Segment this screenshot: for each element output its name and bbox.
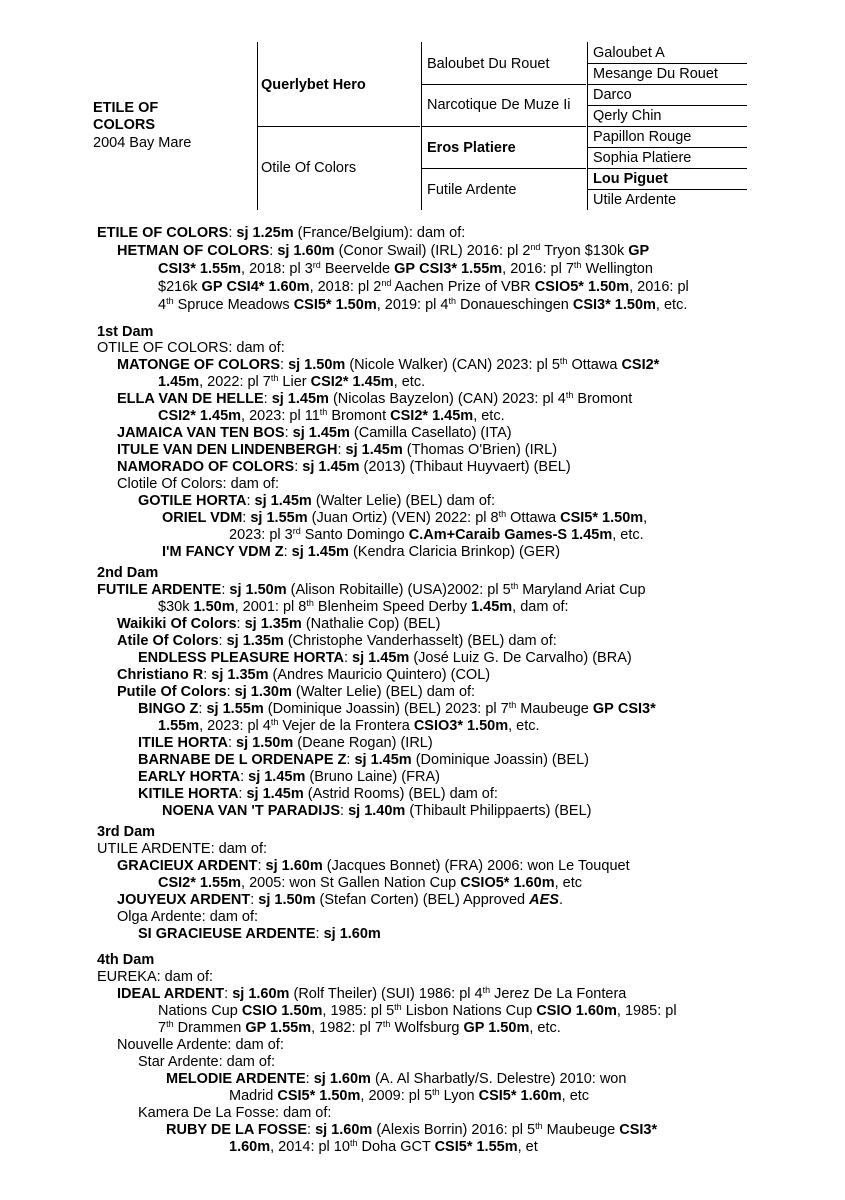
dam-sire: Eros Platiere [427, 140, 516, 156]
pedigree-rule-1 [257, 126, 420, 127]
text-line: SI GRACIEUSE ARDENTE: sj 1.60m [138, 926, 381, 942]
horse-name-line1: ETILE OF [93, 100, 159, 116]
text-line: $216k GP CSI4* 1.60m, 2018: pl 2nd Aachen Prize of VBR CSIO5* 1.50m, 2016: pl [158, 278, 689, 295]
text-line: EUREKA: dam of: [97, 969, 214, 985]
text-line: HETMAN OF COLORS: sj 1.60m (Conor Swail) (IRL) 2016: pl 2nd Tryon $130k GP [117, 242, 650, 259]
pedigree-rule-3c [587, 105, 747, 106]
text-line: UTILE ARDENTE: dam of: [97, 841, 268, 857]
text-line: 1.45m, 2022: pl 7th Lier CSI2* 1.45m, etc. [158, 373, 426, 390]
pedigree-rule-3b [587, 84, 747, 85]
text-line: ITILE HORTA: sj 1.50m (Deane Rogan) (IRL) [138, 735, 433, 751]
text-line: KITILE HORTA: sj 1.45m (Astrid Rooms) (BEL) dam of: [138, 786, 498, 802]
section-heading: 3rd Dam [97, 824, 156, 840]
gen3-3: Darco [593, 87, 632, 103]
text-line: I'M FANCY VDM Z: sj 1.45m (Kendra Claricia Brinkop) (GER) [162, 544, 561, 560]
text-line: MATONGE OF COLORS: sj 1.50m (Nicole Walker) (CAN) 2023: pl 5th Ottawa CSI2* [117, 356, 660, 373]
section-heading: 1st Dam [97, 324, 154, 340]
gen3-1: Galoubet A [593, 45, 665, 61]
text-line: ETILE OF COLORS: sj 1.25m (France/Belgium): dam of: [97, 225, 466, 241]
text-line: 4th Spruce Meadows CSI5* 1.50m, 2019: pl 4th Donaueschingen CSI3* 1.50m, etc. [158, 296, 688, 313]
text-line: ELLA VAN DE HELLE: sj 1.45m (Nicolas Bayzelon) (CAN) 2023: pl 4th Bromont [117, 390, 633, 407]
text-line: Nations Cup CSIO 1.50m, 1985: pl 5th Lisbon Nations Cup CSIO 1.60m, 1985: pl [158, 1002, 677, 1019]
text-line: Star Ardente: dam of: [138, 1054, 276, 1070]
sire-sire: Baloubet Du Rouet [427, 56, 550, 72]
text-line: NOENA VAN 'T PARADIJS: sj 1.40m (Thibault Philippaerts) (BEL) [162, 803, 592, 819]
text-line: Waikiki Of Colors: sj 1.35m (Nathalie Cop) (BEL) [117, 616, 441, 632]
gen3-7: Lou Piguet [593, 171, 668, 187]
pedigree-rule-2b [421, 126, 586, 127]
gen3-2: Mesange Du Rouet [593, 66, 718, 82]
gen3-8: Utile Ardente [593, 192, 677, 208]
text-line: Nouvelle Ardente: dam of: [117, 1037, 284, 1053]
dam: Otile Of Colors [261, 160, 357, 176]
text-line: Putile Of Colors: sj 1.30m (Walter Lelie) (BEL) dam of: [117, 684, 476, 700]
text-line: JAMAICA VAN TEN BOS: sj 1.45m (Camilla Casellato) (ITA) [117, 425, 512, 441]
text-line: NAMORADO OF COLORS: sj 1.45m (2013) (Thibaut Huyvaert) (BEL) [117, 459, 571, 475]
pedigree-rule-3g [587, 189, 747, 190]
text-line: Atile Of Colors: sj 1.35m (Christophe Vanderhasselt) (BEL) dam of: [117, 633, 557, 649]
section-heading: 4th Dam [97, 952, 155, 968]
pedigree-rule-3f [587, 168, 747, 169]
gen3-5: Papillon Rouge [593, 129, 692, 145]
text-line: CSI2* 1.55m, 2005: won St Gallen Nation Cup CSIO5* 1.60m, etc [158, 875, 582, 891]
text-line: CSI2* 1.45m, 2023: pl 11th Bromont CSI2* 1.45m, etc. [158, 407, 505, 424]
text-line: 1.55m, 2023: pl 4th Vejer de la Frontera CSIO3* 1.50m, etc. [158, 717, 540, 734]
horse-name [93, 100, 158, 134]
text-line: 1.60m, 2014: pl 10th Doha GCT CSI5* 1.55m, et [229, 1138, 538, 1155]
dam-dam: Futile Ardente [427, 182, 517, 198]
text-line: GRACIEUX ARDENT: sj 1.60m (Jacques Bonnet) (FRA) 2006: won Le Touquet [117, 858, 630, 874]
text-line: OTILE OF COLORS: dam of: [97, 340, 285, 356]
text-line: 7th Drammen GP 1.55m, 1982: pl 7th Wolfsburg GP 1.50m, etc. [158, 1019, 561, 1036]
pedigree-rule-3d [587, 126, 747, 127]
text-line: EARLY HORTA: sj 1.45m (Bruno Laine) (FRA) [138, 769, 440, 785]
text-line: FUTILE ARDENTE: sj 1.50m (Alison Robitaille) (USA)2002: pl 5th Maryland Ariat Cup [97, 581, 646, 598]
text-line: CSI3* 1.55m, 2018: pl 3rd Beervelde GP CSI3* 1.55m, 2016: pl 7th Wellington [158, 260, 653, 277]
text-line: BARNABE DE L ORDENAPE Z: sj 1.45m (Dominique Joassin) (BEL) [138, 752, 589, 768]
text-line: Olga Ardente: dam of: [117, 909, 259, 925]
text-line: Christiano R: sj 1.35m (Andres Mauricio Quintero) (COL) [117, 667, 491, 683]
section-heading: 2nd Dam [97, 565, 159, 581]
pedigree-rule-3a [587, 63, 747, 64]
pedigree-rule-2c [421, 168, 586, 169]
text-line: RUBY DE LA FOSSE: sj 1.60m (Alexis Borrin) 2016: pl 5th Maubeuge CSI3* [166, 1121, 658, 1138]
text-line: GOTILE HORTA: sj 1.45m (Walter Lelie) (BEL) dam of: [138, 493, 495, 509]
pedigree-rule-3e [587, 147, 747, 148]
text-line: MELODIE ARDENTE: sj 1.60m (A. Al Sharbatly/S. Delestre) 2010: won [166, 1071, 627, 1087]
text-line: BINGO Z: sj 1.55m (Dominique Joassin) (BEL) 2023: pl 7th Maubeuge GP CSI3* [138, 700, 656, 717]
text-line: $30k 1.50m, 2001: pl 8th Blenheim Speed Derby 1.45m, dam of: [158, 598, 569, 615]
text-line: IDEAL ARDENT: sj 1.60m (Rolf Theiler) (SUI) 1986: pl 4th Jerez De La Fontera [117, 985, 627, 1002]
text-line: ENDLESS PLEASURE HORTA: sj 1.45m (José Luiz G. De Carvalho) (BRA) [138, 650, 632, 666]
text-line: ITULE VAN DEN LINDENBERGH: sj 1.45m (Thomas O'Brien) (IRL) [117, 442, 558, 458]
horse-name-line2: COLORS [93, 117, 156, 133]
sire: Querlybet Hero [261, 77, 366, 93]
text-line: Madrid CSI5* 1.50m, 2009: pl 5th Lyon CSI5* 1.60m, etc [229, 1087, 590, 1104]
gen3-4: Qerly Chin [593, 108, 662, 124]
horse-desc: 2004 Bay Mare [93, 135, 192, 151]
text-line: JOUYEUX ARDENT: sj 1.50m (Stefan Corten) (BEL) Approved AES. [117, 892, 563, 908]
text-line: Clotile Of Colors: dam of: [117, 476, 279, 492]
text-line: Kamera De La Fosse: dam of: [138, 1105, 332, 1121]
sire-dam: Narcotique De Muze Ii [427, 97, 571, 113]
gen3-6: Sophia Platiere [593, 150, 692, 166]
text-line: ORIEL VDM: sj 1.55m (Juan Ortiz) (VEN) 2022: pl 8th Ottawa CSI5* 1.50m, [162, 509, 648, 526]
text-line: 2023: pl 3rd Santo Domingo C.Am+Caraib Games-S 1.45m, etc. [229, 526, 644, 543]
pedigree-rule-2a [421, 84, 586, 85]
